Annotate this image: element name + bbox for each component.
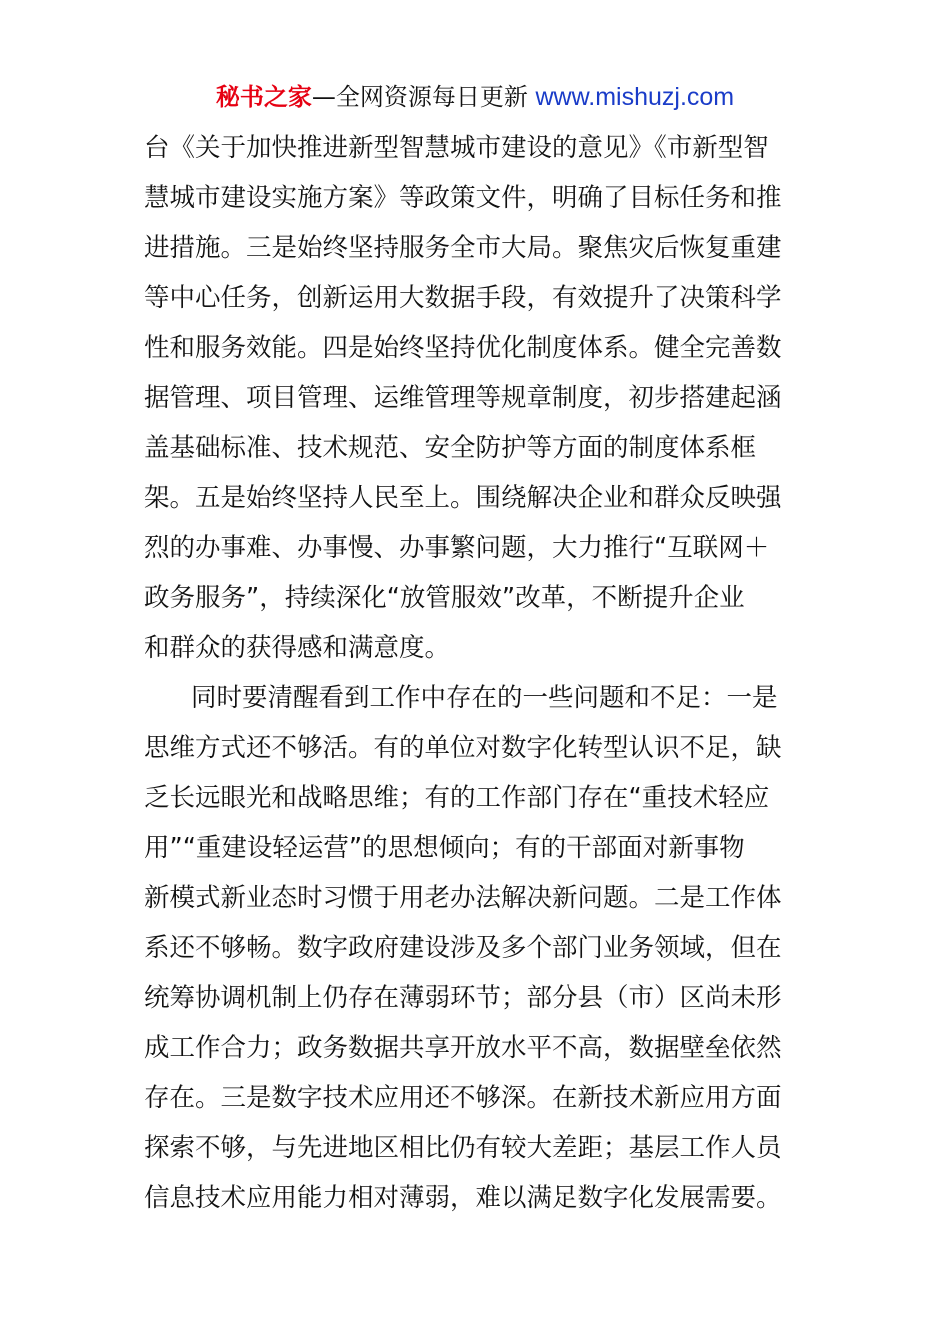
text-line: 同时要清醒看到工作中存在的一些问题和不足：一是 <box>191 683 778 713</box>
text-line: 据管理、项目管理、运维管理等规章制度，初步搭建起涵 <box>144 383 782 413</box>
text-line: 信息技术应用能力相对薄弱，难以满足数字化发展需要。 <box>144 1183 782 1213</box>
site-header <box>0 80 950 114</box>
paragraph-1 <box>144 123 810 673</box>
text-line: 存在。三是数字技术应用还不够深。在新技术新应用方面 <box>144 1083 782 1113</box>
text-line: 政务服务”，持续深化“放管服效”改革，不断提升企业 <box>144 583 745 613</box>
text-line: 烈的办事难、办事慢、办事繁问题，大力推行“互联网＋ <box>144 533 770 563</box>
text-line: 思维方式还不够活。有的单位对数字化转型认识不足，缺 <box>144 733 782 763</box>
text-line: 盖基础标准、技术规范、安全防护等方面的制度体系框 <box>144 433 757 463</box>
text-line: 和群众的获得感和满意度。 <box>144 633 451 663</box>
site-url-link[interactable]: www.mishuzj.com <box>535 83 735 111</box>
text-line: 慧城市建设实施方案》等政策文件，明确了目标任务和推 <box>144 183 782 213</box>
text-line: 进措施。三是始终坚持服务全市大局。聚焦灾后恢复重建 <box>144 233 782 263</box>
site-brand: 秘书之家 <box>215 83 312 111</box>
text-line: 新模式新业态时习惯于用老办法解决新问题。二是工作体 <box>144 883 782 913</box>
paragraph-2 <box>144 673 810 1223</box>
document-body <box>144 123 810 1223</box>
text-line: 统筹协调机制上仍存在薄弱环节；部分县（市）区尚未形 <box>144 983 782 1013</box>
text-line: 等中心任务，创新运用大数据手段，有效提升了决策科学 <box>144 283 782 313</box>
text-line: 成工作合力；政务数据共享开放水平不高，数据壁垒依然 <box>144 1033 782 1063</box>
text-line: 系还不够畅。数字政府建设涉及多个部门业务领域，但在 <box>144 933 782 963</box>
text-line: 乏长远眼光和战略思维；有的工作部门存在“重技术轻应 <box>144 783 770 813</box>
text-line: 探索不够，与先进地区相比仍有较大差距；基层工作人员 <box>144 1133 782 1163</box>
text-line: 架。五是始终坚持人民至上。围绕解决企业和群众反映强 <box>144 483 782 513</box>
text-line: 用”“重建设轻运营”的思想倾向；有的干部面对新事物 <box>144 833 745 863</box>
text-line: 台《关于加快推进新型智慧城市建设的意见》《市新型智 <box>144 133 769 163</box>
site-tagline: —全网资源每日更新 <box>311 83 528 111</box>
text-line: 性和服务效能。四是始终坚持优化制度体系。健全完善数 <box>144 333 782 363</box>
